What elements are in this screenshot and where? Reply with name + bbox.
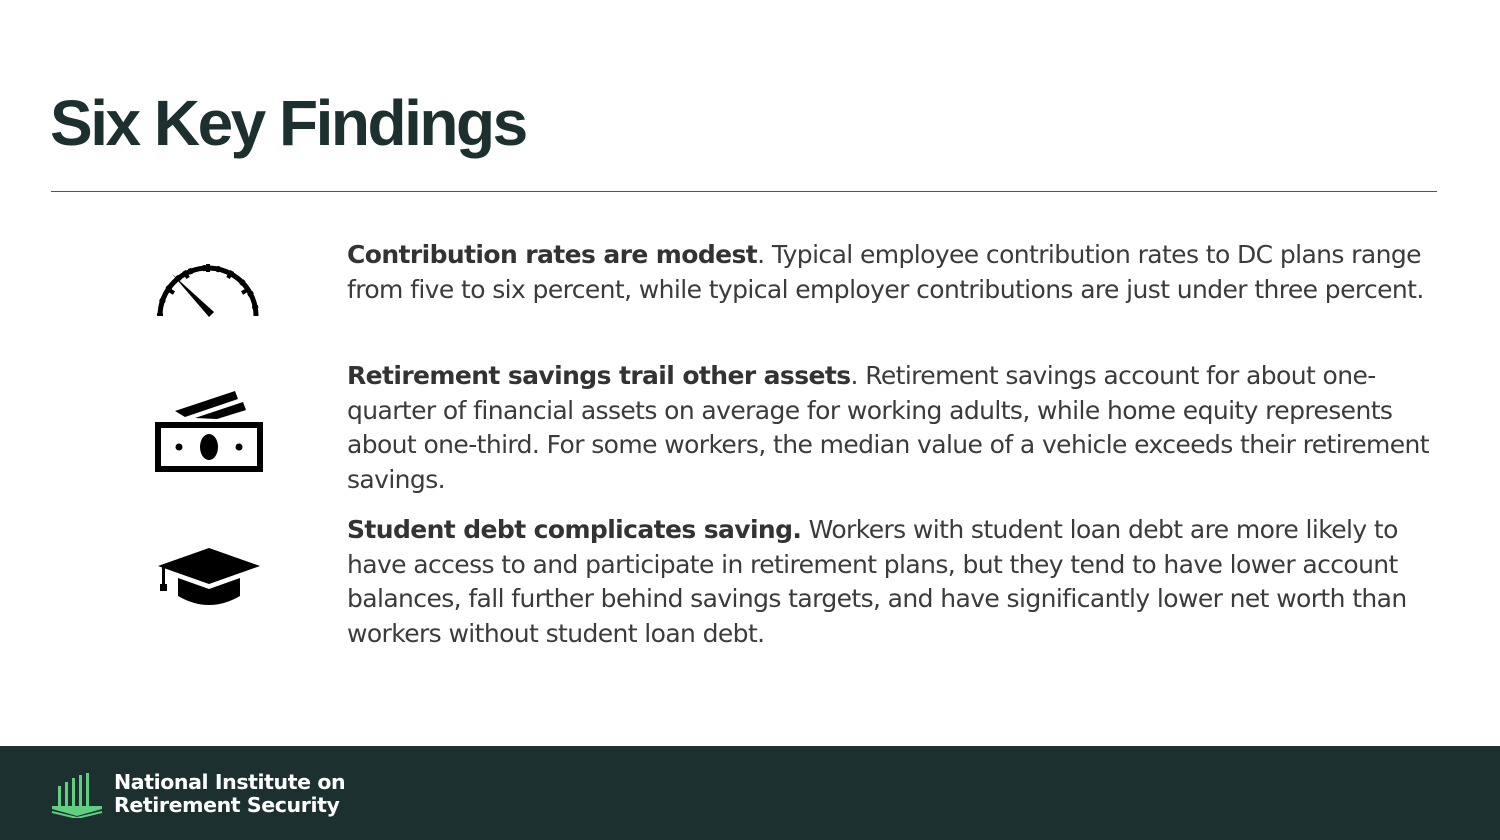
- finding-heading-suffix: .: [757, 240, 765, 269]
- finding-item: [347, 359, 1447, 498]
- graduation-cap-icon: [156, 546, 262, 608]
- finding-item: [347, 513, 1447, 652]
- finding-heading: Contribution rates are modest: [347, 240, 758, 269]
- title-divider: [51, 191, 1437, 192]
- nirs-logo-icon: [50, 772, 106, 818]
- finding-body: Retirement savings account for about one-quarter of financial assets on average for working adults, while home equity represents about one-third. For some workers, the median value of a vehicle exceeds their retirement savings.: [347, 361, 1429, 495]
- finding-item: [347, 238, 1447, 307]
- footer-band: [0, 746, 1500, 840]
- footer-org-line2: Retirement Security: [114, 793, 340, 817]
- footer-org-name: [114, 771, 345, 817]
- footer-org-line1: National Institute on: [114, 770, 346, 794]
- speedometer-icon: [154, 256, 264, 320]
- finding-heading-suffix: .: [850, 361, 858, 390]
- slide-title: Six Key Findings: [50, 87, 526, 159]
- finding-heading: Student debt complicates saving.: [347, 515, 802, 544]
- finding-body: Typical employee contribution rates to DC plans range from five to six percent, while typical employer contributions are just under three percent.: [347, 240, 1424, 304]
- cash-icon: [155, 390, 263, 472]
- finding-body: Workers with student loan debt are more likely to have access to and participate in retirement plans, but they tend to have lower account balances, fall further behind savings targets, and have significantly lower net worth than workers without student loan debt.: [347, 515, 1407, 649]
- finding-heading: Retirement savings trail other assets: [347, 361, 851, 390]
